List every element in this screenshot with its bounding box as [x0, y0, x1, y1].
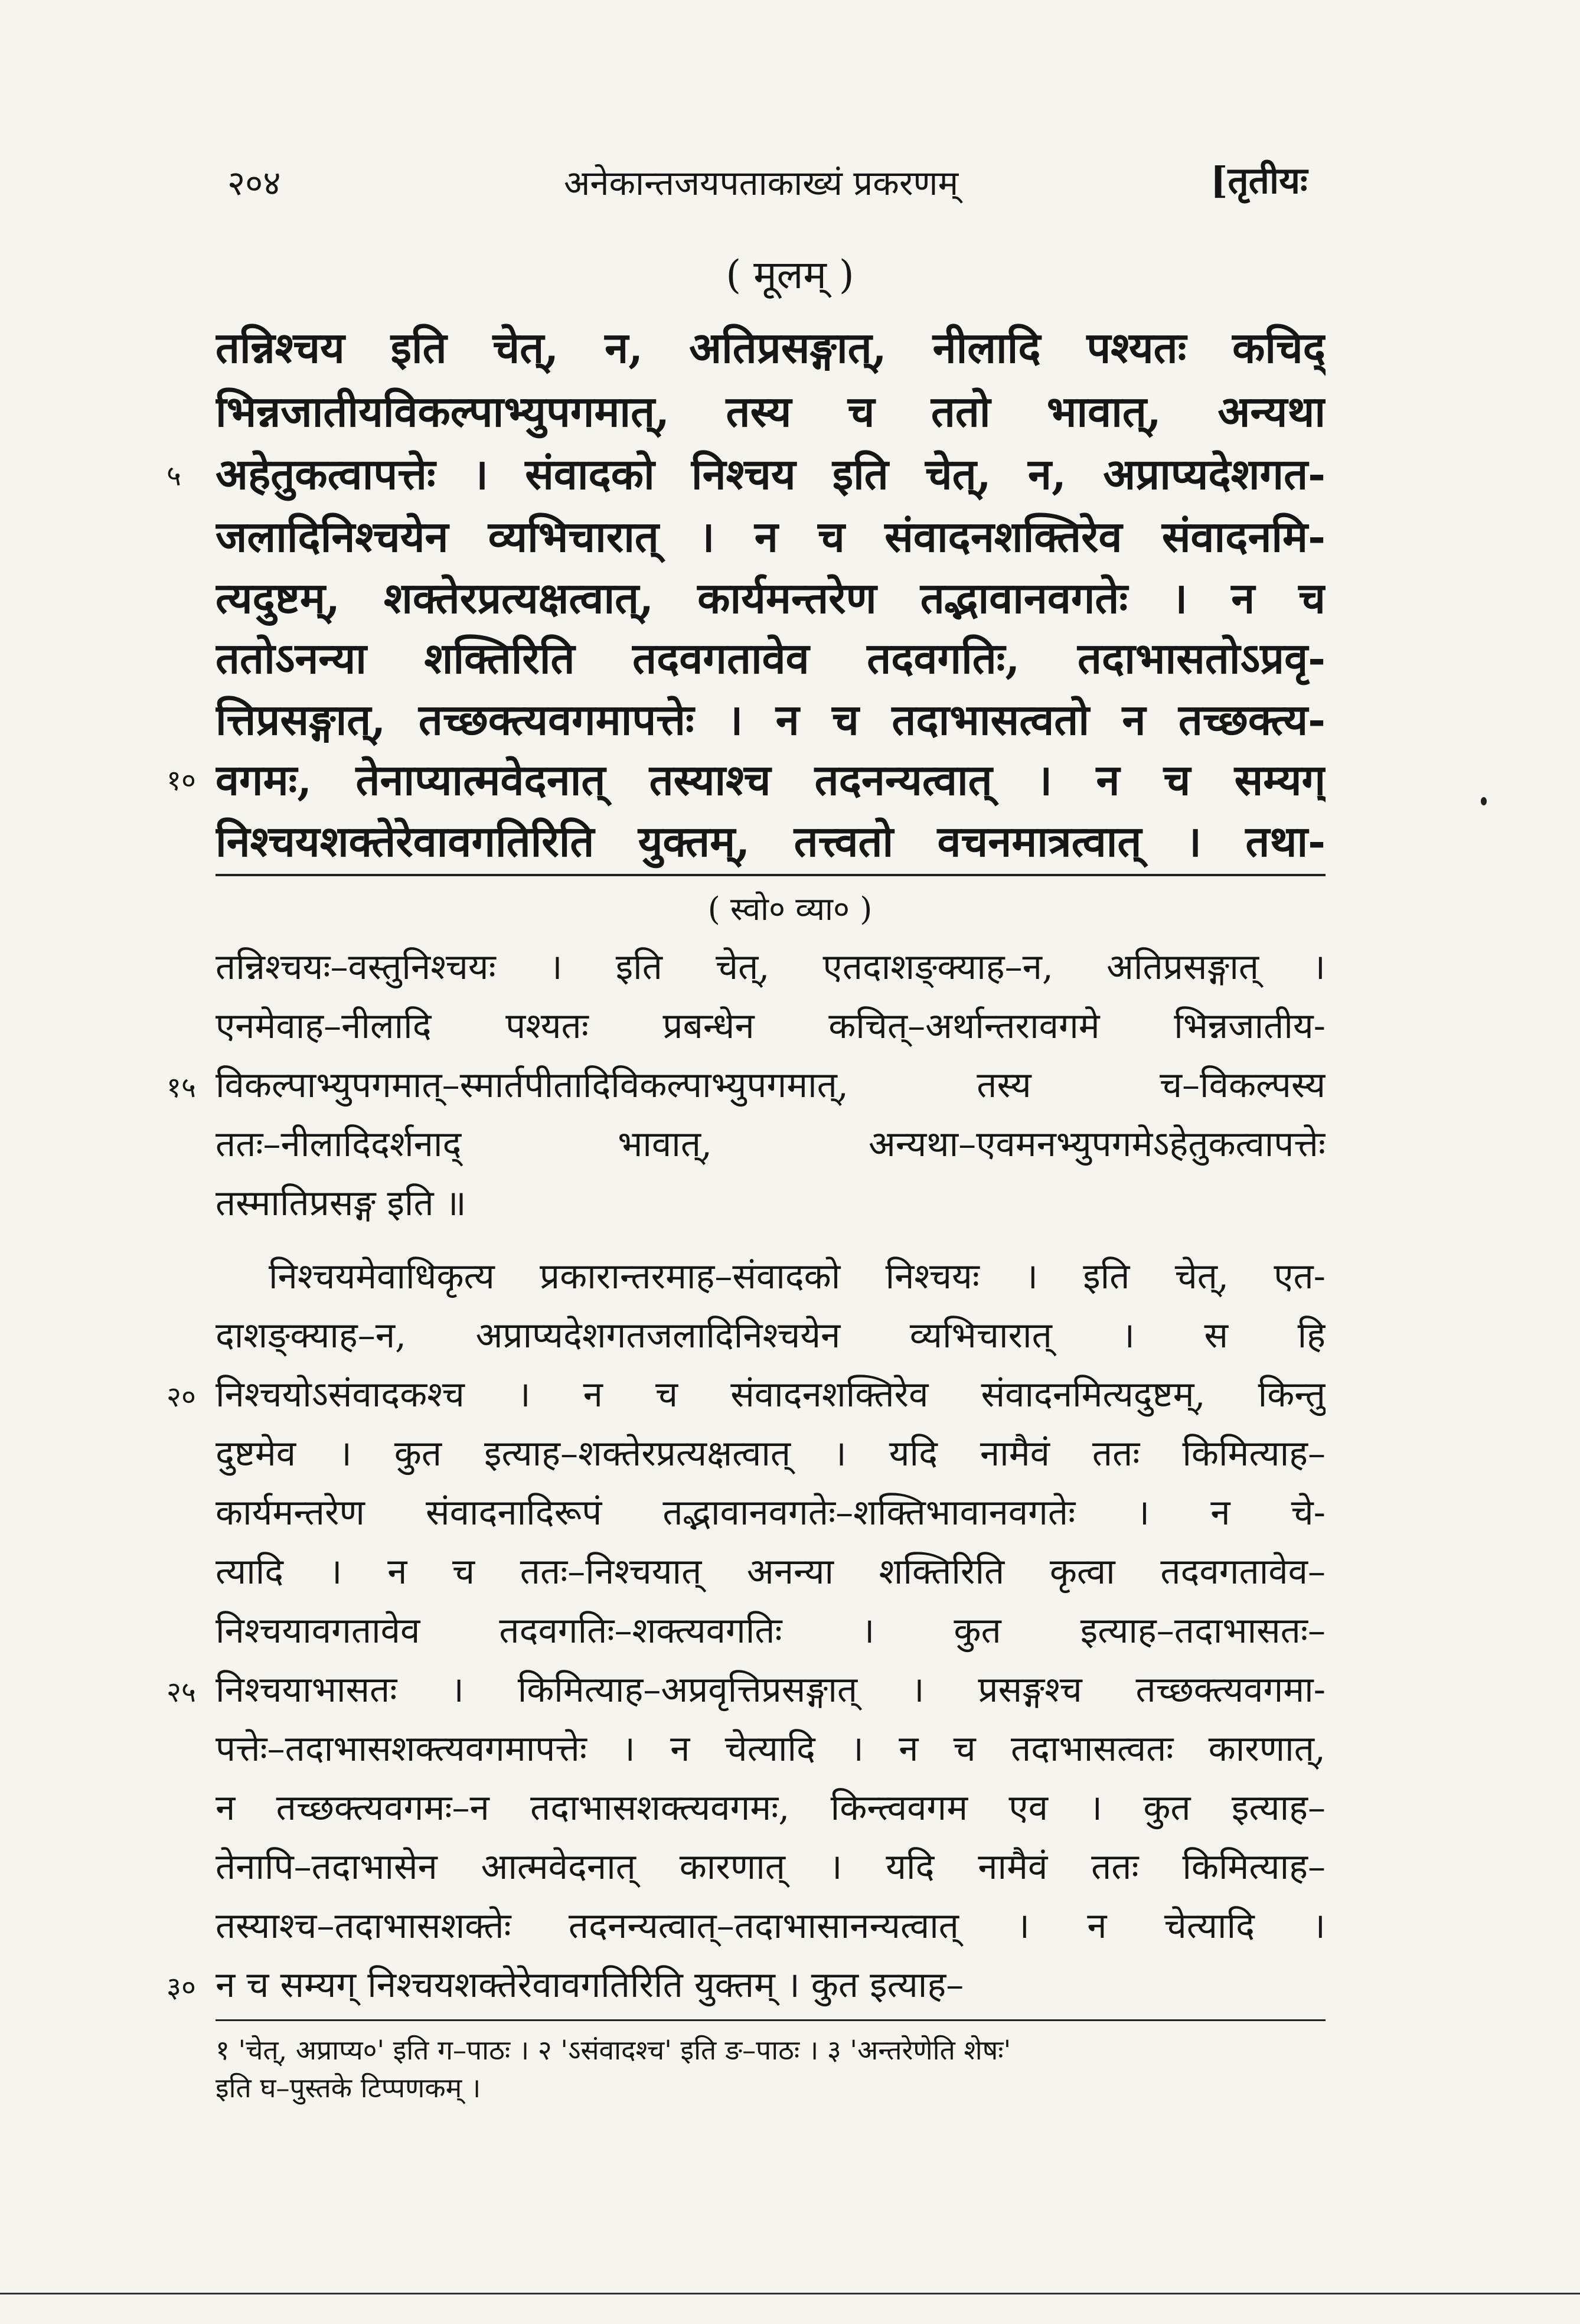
page-number: २०४ — [227, 163, 281, 203]
commentary-line: दुष्टमेव । कुत इत्याह–शक्तेरप्रत्यक्षत्वात् । यदि नामैवं ततः किमित्याह– — [216, 1433, 1326, 1474]
commentary-line: एनमेवाह–नीलादि पश्यतः प्रबन्धेन कचित्–अर्थान्तरावगमे भिन्नजातीय- — [216, 1006, 1326, 1047]
commentary-line: न तच्छक्त्यवगमः–न तदाभासशक्त्यवगमः, किन्त्ववगम एव । कुत इत्याह– — [216, 1787, 1326, 1829]
line-number: २० — [167, 1380, 196, 1414]
mula-line: जलादिनिश्चयेन व्यभिचारात् । न च संवादनशक्तिरेव संवादनमि- — [216, 511, 1326, 562]
commentary-line: न च सम्यग् निश्चयशक्तेरेवावगतिरिति युक्तम् । कुत इत्याह– — [216, 1964, 964, 2006]
commentary-line: निश्चयावगतावेव तदवगतिः–शक्त्यवगतिः । कुत इत्याह–तदाभासतः– — [216, 1610, 1326, 1651]
section-divider — [216, 874, 1326, 876]
mula-heading: ( मूलम् ) — [726, 252, 854, 298]
commentary-line: तन्निश्चयः–वस्तुनिश्चयः । इति चेत्, एतदाशङ्क्याह–न, अतिप्रसङ्गात् । — [216, 946, 1326, 988]
mula-line: अहेतुकत्वापत्तेः । संवादको निश्चय इति चेत्, न, अप्राप्यदेशगत- — [216, 449, 1326, 499]
footnote-line: इति घ–पुस्तके टिप्पणकम् । — [216, 2072, 481, 2104]
mula-line: वगमः, तेनाप्यात्मवेदनात् तस्याश्च तदनन्यत्वात् । न च सम्यग् — [216, 755, 1326, 805]
commentary-line: पत्तेः–तदाभासशक्त्यवगमापत्तेः । न चेत्यादि । न च तदाभासत्वतः कारणात्, — [216, 1728, 1326, 1770]
commentary-line: निश्चयाभासतः । किमित्याह–अप्रवृत्तिप्रसङ्गात् । प्रसङ्गश्च तच्छक्त्यवगमा- — [216, 1669, 1326, 1711]
commentary-heading: ( स्वो० व्या० ) — [707, 890, 873, 928]
mula-line: तन्निश्चय इति चेत्, न, अतिप्रसङ्गात्, नीलादि पश्यतः कचिद् — [216, 322, 1326, 373]
footnote-divider — [216, 2019, 1326, 2021]
mula-line: त्यदुष्टम्, शक्तेरप्रत्यक्षत्वात्, कार्यमन्तरेण तद्भावानवगतेः । न च — [216, 573, 1326, 623]
line-number: १५ — [167, 1071, 196, 1104]
footnote-line: १ 'चेत्, अप्राप्य०' इति ग–पाठः । २ 'ऽसंवादश्च' इति ङ–पाठः । ३ 'अन्तरेणेति शेषः' — [216, 2034, 1011, 2066]
line-number: २५ — [167, 1676, 196, 1709]
commentary-line: ततः–नीलादिदर्शनाद् भावात्, अन्यथा–एवमनभ्युपगमेऽहेतुकत्वापत्तेः — [216, 1124, 1326, 1165]
commentary-line: विकल्पाभ्युपगमात्–स्मार्तपीतादिविकल्पाभ्युपगमात्, तस्य च–विकल्पस्य — [216, 1065, 1326, 1106]
mula-line: त्तिप्रसङ्गात्, तच्छक्त्यवगमापत्तेः । न च तदाभासत्वतो न तच्छक्त्य- — [216, 694, 1326, 745]
commentary-line: कार्यमन्तरेण संवादनादिरूपं तद्भावानवगतेः–शक्तिभावानवगतेः । न चे- — [216, 1492, 1326, 1533]
line-number: ३० — [167, 1971, 196, 2004]
mula-line: भिन्नजातीयविकल्पाभ्युपगमात्, तस्य च ततो भावात्, अन्यथा — [216, 386, 1326, 436]
scan-edge-line — [0, 2293, 1580, 2294]
commentary-line: तस्मातिप्रसङ्ग इति ॥ — [216, 1183, 466, 1224]
mula-line: ततोऽनन्या शक्तिरिति तदवगतावेव तदवगतिः, तदाभासतोऽप्रवृ- — [216, 633, 1326, 683]
commentary-line: तस्याश्च–तदाभासशक्तेः तदनन्यत्वात्–तदाभासानन्यत्वात् । न चेत्यादि । — [216, 1905, 1326, 1947]
line-number: ५ — [167, 459, 181, 492]
commentary-line: दाशङ्क्याह–न, अप्राप्यदेशगतजलादिनिश्चयेन व्यभिचारात् । स हि — [216, 1315, 1326, 1356]
mula-line: निश्चयशक्तेरेवावगतिरिति युक्तम्, तत्त्वतो वचनमात्रत्वात् । तथा- — [216, 816, 1326, 866]
running-title: अनेकान्तजयपताकाख्यं प्रकरणम् — [564, 163, 959, 203]
margin-mark — [1481, 797, 1487, 805]
commentary-line: निश्चयमेवाधिकृत्य प्रकारान्तरमाह–संवादको निश्चयः । इति चेत्, एत- — [269, 1256, 1326, 1297]
line-number: १० — [167, 764, 196, 797]
commentary-line: त्यादि । न च ततः–निश्चयात् अनन्या शक्तिरिति कृत्वा तदवगतावेव– — [216, 1551, 1326, 1592]
commentary-line: तेनापि–तदाभासेन आत्मवेदनात् कारणात् । यदि नामैवं ततः किमित्याह– — [216, 1846, 1326, 1888]
commentary-line: निश्चयोऽसंवादकश्च । न च संवादनशक्तिरेव संवादनमित्यदुष्टम्, किन्तु — [216, 1374, 1326, 1415]
chapter-label: [तृतीयः — [1210, 159, 1308, 202]
